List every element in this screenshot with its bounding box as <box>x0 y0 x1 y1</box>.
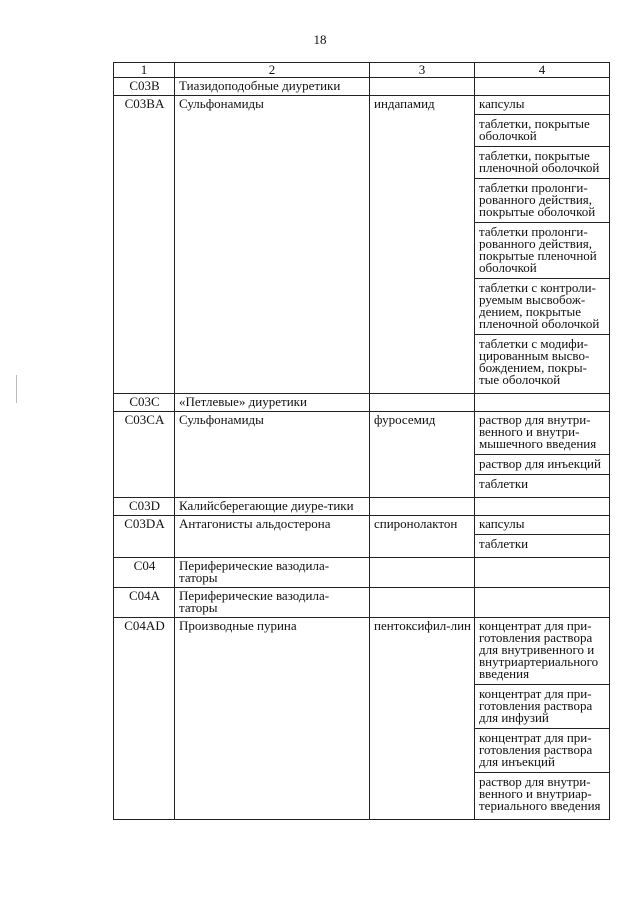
page-number: 18 <box>313 32 327 47</box>
atc-code-cell: C03CA <box>114 412 175 498</box>
substance-cell <box>370 498 475 516</box>
dosage-form-item: таблетки пролонги-рованного действия, покрытые оболочкой <box>475 178 609 222</box>
substance-cell <box>370 394 475 412</box>
table-row <box>114 588 610 618</box>
dosage-forms-cell <box>475 588 610 618</box>
group-name-cell: Производные пурина <box>175 618 370 820</box>
column-header: 2 <box>175 63 370 78</box>
atc-code-cell: C03B <box>114 78 175 96</box>
dosage-form-item: концентрат для при-готовления раствора для внутривенного и внутриартериального введения <box>479 618 599 681</box>
medicines-table <box>113 62 610 820</box>
dosage-form-item: раствор для инъекций <box>475 454 609 474</box>
dosage-forms-cell <box>475 78 610 96</box>
dosage-form-item: капсулы <box>479 96 525 111</box>
group-name-cell: «Петлевые» диуретики <box>175 394 370 412</box>
dosage-forms-cell <box>475 498 610 516</box>
column-header: 3 <box>370 63 475 78</box>
table-header-row <box>114 63 610 78</box>
group-name-cell: Периферические вазодила-таторы <box>175 588 370 618</box>
dosage-form-item: таблетки <box>475 534 609 554</box>
dosage-form-item: концентрат для при-готовления раствора для инфузий <box>475 684 609 728</box>
atc-code-cell: C03C <box>114 394 175 412</box>
substance-cell: спиронолактон <box>370 516 475 558</box>
atc-code-cell: C03BA <box>114 96 175 394</box>
dosage-form-item: таблетки <box>475 474 609 494</box>
table-row <box>114 394 610 412</box>
table-row <box>114 96 610 394</box>
table-row <box>114 498 610 516</box>
table-row <box>114 78 610 96</box>
substance-cell <box>370 558 475 588</box>
group-name-cell: Калийсберегающие диуре-тики <box>175 498 370 516</box>
substance-cell: индапамид <box>370 96 475 394</box>
dosage-forms-cell <box>475 394 610 412</box>
atc-code-cell: C03D <box>114 498 175 516</box>
group-name-cell: Тиазидоподобные диуретики <box>175 78 370 96</box>
table-row <box>114 412 610 498</box>
table-row <box>114 618 610 820</box>
atc-code-cell: C04AD <box>114 618 175 820</box>
atc-code-cell: C04 <box>114 558 175 588</box>
substance-cell: фуросемид <box>370 412 475 498</box>
dosage-form-item: таблетки, покрытые оболочкой <box>475 114 609 146</box>
dosage-form-item: таблетки пролонги-рованного действия, покрытые пленочной оболочкой <box>475 222 609 278</box>
dosage-form-item: таблетки, покрытые пленочной оболочкой <box>475 146 609 178</box>
dosage-form-item: раствор для внутри-венного и внутри-мышечного введения <box>479 412 597 451</box>
dosage-form-item: таблетки с модифи-цированным высво-бождением, покры-тые оболочкой <box>475 334 609 390</box>
dosage-forms-cell <box>475 412 610 498</box>
column-header: 1 <box>114 63 175 78</box>
scan-edge-mark <box>16 375 17 403</box>
group-name-cell: Периферические вазодила-таторы <box>175 558 370 588</box>
table-row <box>114 558 610 588</box>
substance-cell <box>370 78 475 96</box>
group-name-cell: Сульфонамиды <box>175 412 370 498</box>
atc-code-cell: C03DA <box>114 516 175 558</box>
dosage-forms-cell <box>475 516 610 558</box>
dosage-forms-cell <box>475 618 610 820</box>
table-row <box>114 516 610 558</box>
dosage-form-item: раствор для внутри-венного и внутриар-териального введения <box>475 772 609 816</box>
substance-cell: пентоксифил-лин <box>370 618 475 820</box>
dosage-form-item: капсулы <box>479 516 525 531</box>
dosage-form-item: таблетки с контроли-руемым высвобож-дением, покрытые пленочной оболочкой <box>475 278 609 334</box>
group-name-cell: Сульфонамиды <box>175 96 370 394</box>
dosage-form-item: концентрат для при-готовления раствора для инъекций <box>475 728 609 772</box>
group-name-cell: Антагонисты альдостерона <box>175 516 370 558</box>
dosage-forms-cell <box>475 96 610 394</box>
dosage-forms-cell <box>475 558 610 588</box>
column-header: 4 <box>475 63 610 78</box>
atc-code-cell: C04A <box>114 588 175 618</box>
substance-cell <box>370 588 475 618</box>
